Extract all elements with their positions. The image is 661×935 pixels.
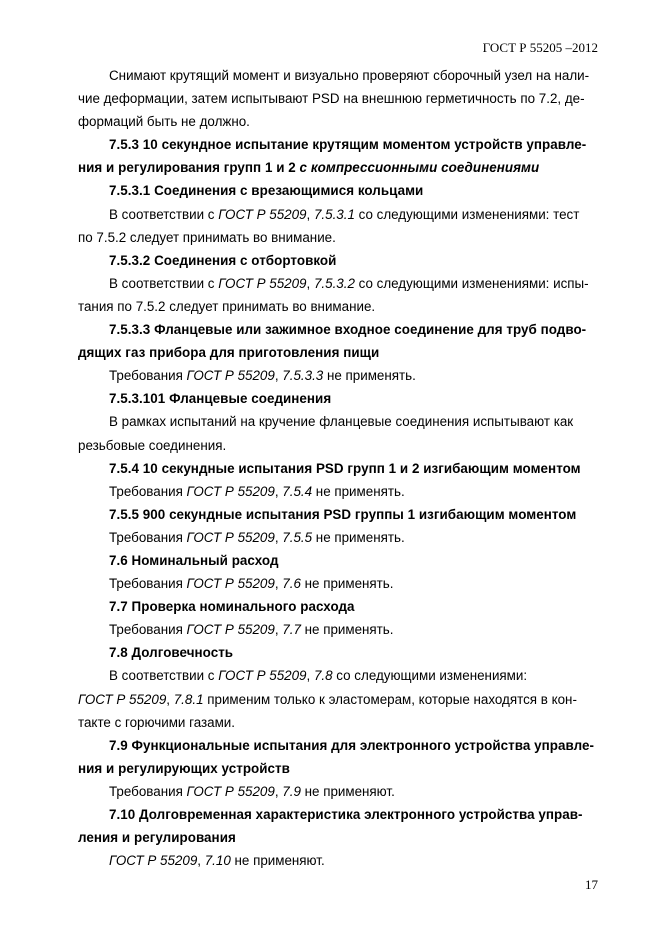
clause-reference: 7.5.5 — [282, 529, 313, 545]
text-run: Требования — [109, 622, 187, 638]
text-run: не применять. — [300, 576, 394, 592]
heading-7-5-5: 7.5.5 900 секундные испытания PSD группы 1 изгибающим моментом — [109, 506, 577, 522]
clause-reference: 7.8.1 — [173, 691, 204, 707]
text-run: , — [274, 483, 283, 499]
heading-7-5-3-101: 7.5.3.101 Фланцевые соединения — [109, 391, 332, 407]
text-run: , — [274, 783, 283, 799]
paragraph-7-5-5 — [78, 526, 599, 549]
paragraph-7-9 — [78, 780, 599, 803]
text-run: Требования — [109, 483, 187, 499]
text-run: Требования — [109, 368, 187, 384]
clause-reference: 7.10 — [204, 853, 231, 869]
clause-reference: 7.8 — [313, 668, 333, 684]
heading-7-5-3-2: 7.5.3.2 Соединения с отбортовкой — [109, 252, 337, 268]
paragraph-7-5-3-1 — [78, 203, 599, 249]
heading-7-6: 7.6 Номинальный расход — [109, 552, 279, 568]
text-run: не применять. — [312, 483, 405, 499]
text-run: В соответствии с — [109, 668, 219, 684]
text-run: не применять. — [312, 529, 405, 545]
heading-7-10: 7.10 Долговременная характеристика электронного устройства управ- ления и регулирования — [78, 807, 583, 846]
paragraph-7-5-3-2 — [78, 272, 599, 318]
standard-reference: ГОСТ Р 55209 — [186, 483, 275, 499]
standard-reference: ГОСТ Р 55209 — [109, 853, 198, 869]
text-run: , — [306, 206, 314, 222]
text-run: не применяют. — [230, 853, 325, 869]
heading-7-9: 7.9 Функциональные испытания для электронного устройства управле- ния и регулирующих устройств — [78, 737, 594, 776]
clause-reference: 7.9 — [282, 783, 301, 799]
text-run: со следующими изменениями: — [336, 668, 528, 684]
standard-reference: ГОСТ Р 55209 — [218, 206, 307, 222]
text-run: не применять. — [323, 368, 416, 384]
clause-reference: 7.5.3.1 — [313, 206, 355, 222]
heading-7-7: 7.7 Проверка номинального расхода — [109, 599, 355, 615]
clause-reference: 7.7 — [282, 622, 301, 638]
document-body — [78, 64, 599, 872]
standard-reference: ГОСТ Р 55209 — [218, 275, 307, 291]
heading-7-5-3-text: 7.5.3 10 секундное испытание крутящим моментом устройств управле- ния и регулирования групп 1 и 2 — [78, 137, 587, 176]
text-run: В соответствии с — [109, 275, 219, 291]
text-run: применим только к эластомерам, которые находятся в кон- такте с горючими газами. — [78, 691, 577, 730]
text-run: , — [274, 529, 283, 545]
standard-reference: ГОСТ Р 55209 — [186, 783, 275, 799]
heading-7-5-3-3: 7.5.3.3 Фланцевые или зажимное входное соединение для труб подво- дящих газ прибора для приготовления пищи — [78, 322, 587, 361]
heading-7-5-3 — [78, 133, 599, 179]
heading-7-5-3-italic: с компрессионными соединениями — [299, 160, 540, 176]
paragraph-7-5-4 — [78, 480, 599, 503]
heading-7-8: 7.8 Долговечность — [109, 645, 234, 661]
clause-reference: 7.5.3.3 — [282, 368, 324, 384]
paragraph-7-10 — [78, 849, 599, 872]
paragraph-7-6 — [78, 572, 599, 595]
text-run: , — [274, 622, 283, 638]
paragraph-7-8 — [78, 664, 599, 733]
standard-reference: ГОСТ Р 55209 — [186, 529, 275, 545]
standard-reference: ГОСТ Р 55209 — [78, 691, 167, 707]
text-run: , — [166, 691, 174, 707]
text-run: , — [274, 576, 283, 592]
page-number: 17 — [585, 877, 598, 892]
standard-reference: ГОСТ Р 55209 — [186, 368, 275, 384]
text-run: Требования — [109, 529, 187, 545]
paragraph-torque-removal: Снимают крутящий момент и визуально проверяют сборочный узел на нали- чие деформации, затем испытывают PSD на внешнюю герметичность по 7.2, де- формаций быть не должно. — [78, 68, 590, 130]
text-run: , — [274, 368, 283, 384]
clause-reference: 7.6 — [282, 576, 301, 592]
text-run: , — [197, 853, 205, 869]
heading-7-5-4: 7.5.4 10 секундные испытания PSD групп 1 и 2 изгибающим моментом — [109, 460, 581, 476]
heading-7-5-3-1: 7.5.3.1 Соединения с врезающимися кольцами — [109, 183, 424, 199]
text-run: со следующими изменениями: тест по 7.5.2 следует принимать во внимание. — [78, 206, 580, 245]
text-run: Требования — [109, 576, 187, 592]
text-run: В соответствии с — [109, 206, 219, 222]
text-run: со следующими изменениями: испы- тания по 7.5.2 следует принимать во внимание. — [78, 275, 589, 314]
text-run: , — [306, 668, 314, 684]
standard-reference: ГОСТ Р 55209 — [218, 668, 307, 684]
text-run: , — [306, 275, 314, 291]
standard-reference: ГОСТ Р 55209 — [186, 622, 275, 638]
paragraph-7-7 — [78, 618, 599, 641]
paragraph-7-5-3-101: В рамках испытаний на кручение фланцевые соединения испытывают как резьбовые соединения. — [78, 414, 574, 453]
text-run: Требования — [109, 783, 187, 799]
standard-reference: ГОСТ Р 55209 — [186, 576, 275, 592]
text-run: не применяют. — [300, 783, 395, 799]
text-run: не применять. — [300, 622, 394, 638]
document-header: ГОСТ Р 55205 –2012 — [482, 40, 598, 55]
clause-reference: 7.5.4 — [282, 483, 313, 499]
clause-reference: 7.5.3.2 — [313, 275, 355, 291]
paragraph-7-5-3-3 — [78, 364, 599, 387]
